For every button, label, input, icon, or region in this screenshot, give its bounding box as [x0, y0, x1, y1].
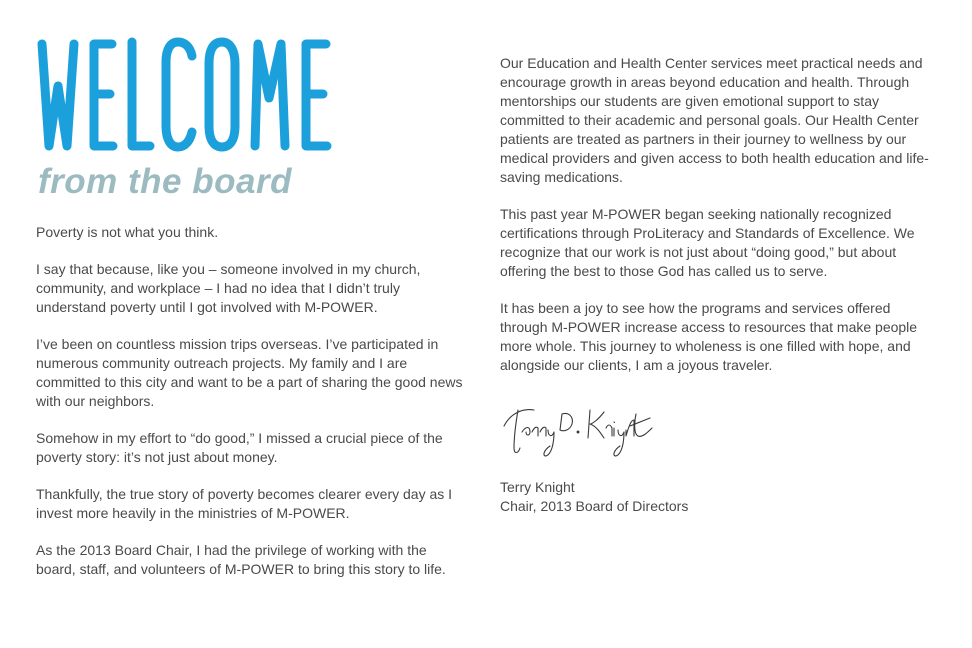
paragraph: Poverty is not what you think. [36, 224, 219, 240]
left-column [36, 34, 468, 597]
paragraph: I’ve been on countless mission trips overseas. I’ve participated in numerous community outreach projects. My family and I are committed to this city and want to be a part of sharing the good news with our neighbors. [36, 336, 463, 409]
paragraph: As the 2013 Board Chair, I had the privilege of working with the board, staff, and volunteers of M-POWER to bring this story to life. [36, 542, 446, 577]
right-column [500, 54, 940, 516]
paragraph: It has been a joy to see how the programs and services offered through M-POWER increase access to resources that make people more whole. This journey to wholeness is one filled with hope, and alongside our clients, I am a joyous traveler. [500, 300, 918, 373]
paragraph: This past year M-POWER began seeking nationally recognized certifications through ProLiteracy and Standards of Excellence. We recognize that our work is not just about “doing good,” but about offering the best to those God has called us to serve. [500, 206, 915, 279]
paragraph: Our Education and Health Center services meet practical needs and encourage growth in areas beyond education and health. Through mentorships our students are given emotional support to stay committed to their academic and personal goals. Our Health Center patients are treated as partners in their journey to wellness by our medical providers and given access to both health education and life-saving medications. [500, 55, 929, 185]
paragraph: Thankfully, the true story of poverty becomes clearer every day as I invest more heavily in the ministries of M-POWER. [36, 486, 453, 521]
left-body [36, 223, 468, 579]
paragraph: I say that because, like you – someone involved in my church, community, and workplace – I had no idea that I didn’t truly understand poverty until I got involved with M-POWER. [36, 261, 421, 315]
paragraph: Somehow in my effort to “do good,” I missed a crucial piece of the poverty story: it’s not just about money. [36, 430, 443, 465]
subtitle: from the board [38, 162, 292, 201]
signer-name: Terry Knight [500, 479, 575, 495]
signature-image [500, 392, 660, 462]
signer-title: Chair, 2013 Board of Directors [500, 498, 689, 514]
welcome-heading [36, 34, 356, 162]
welcome-lettering [36, 34, 356, 162]
